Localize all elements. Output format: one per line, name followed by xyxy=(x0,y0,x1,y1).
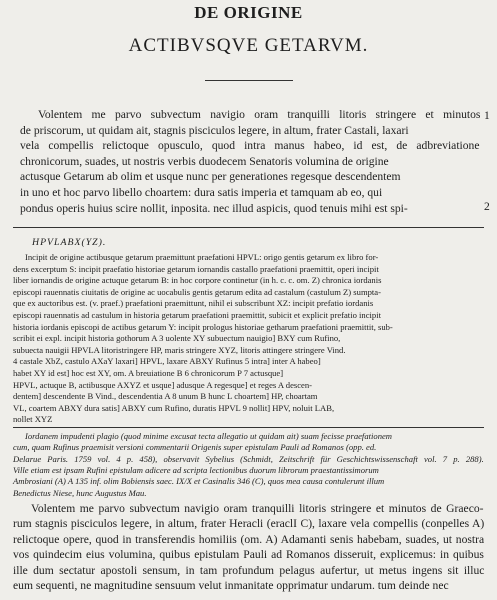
title-divider xyxy=(205,80,293,81)
footnote-line: cum, quam Rufinus praemisit versioni commentarii Origenis super epistulam Pauli ad Romanos (opp. ed. xyxy=(13,442,377,453)
rufinus-line: relictoque opere, quod in transferendis homiliis (om. A) Adamanti senis habebam, suades, ut nostra xyxy=(13,532,485,546)
footnote-line: Benedictus Niese, hunc Augustus Mau. xyxy=(13,487,147,498)
rufinus-line: vos quindecim eius volumina, quibus epistulam Pauli ad Romanos disseruit, explicemus: in quibus xyxy=(13,548,484,562)
apparatus-line: que ex auctoribus est. (v. praef.) praefationi praemittunt, nihil ei subscribunt XZ: incipit prefatio iordanis xyxy=(13,298,374,309)
text-line: Volentem me parvo subvectum navigio oram tranquilli litoris stringere et minutos xyxy=(38,108,481,121)
apparatus-line: liber iornandis de origine actuque getarum B: in hoc corpore continetur (in h. c. c. om. Z) chronica iordanis xyxy=(13,275,382,286)
text-line: de priscorum, ut quidam ait, stagnis pisciculos legere, in altum, frater Castali, laxari xyxy=(20,123,409,137)
footnote-line: Ville etiam est ipsam Rufini epistulam adicere ad scripta lectionibus duorum librorum praestantissimorum xyxy=(13,464,379,475)
apparatus-divider xyxy=(13,427,484,428)
title-line-1: DE ORIGINE xyxy=(194,3,303,22)
text-line: pondus operis huius scire nollit, inposita. nec illud aspicis, quod tenuis mihi est spi- xyxy=(20,201,408,215)
footnote-line: Ambrosiani (A) A 135 inf. olim Bobiensis saec. IX/X et Casinalis 346 (C), quos mea causa contulerunt illum xyxy=(13,476,385,487)
text-line: in uno et hoc parvo libello choartem: dura satis imperia et tamquam ab eo, qui xyxy=(20,186,383,199)
rufinus-line: eum sequenti, ne magnitudine sensuum velut inmanitate opprimatur undarum. tum deinde nec xyxy=(13,579,449,592)
apparatus-line: historia iordanis episcopi de actibus getarum Y: incipit prologus historiae getharum praefationi praemittit, sub- xyxy=(13,321,393,332)
rufinus-line: rum stagnis pisciculos legere, in altum, frater Heracli (eraclI C), laxare vela compellis (conpelles A) xyxy=(13,517,485,531)
rufinus-line: Volentem me parvo subvectum navigio oram tranquilli litoris stringere et minutos de Graeco- xyxy=(31,502,484,515)
apparatus-line: dentem] descendente B Vind., descendentia A 8 unum B hunc L choartem] HP, choartam xyxy=(13,391,318,402)
title-line-2: ACTIBVSQVE GETARVM. xyxy=(128,35,369,56)
text-line: chronicorum, suades, ut nostris verbis duodecem Senatoris volumina de origine xyxy=(20,154,389,168)
apparatus-line: HPVL, actuque B, actibusque AXYZ et usque] adusque A regesque] et reges A descen- xyxy=(13,379,313,390)
apparatus-line: habet XY id est] hoc est XY, om. A breuiatione B 6 chronicorum P 7 actusque] xyxy=(13,368,284,378)
apparatus-line: Incipit de origine actibusque getarum praemittunt praefationi HPVL: origo gentis getarum ex libro for- xyxy=(25,252,379,262)
apparatus-line: episcopi rauennatis ciuitatis de origine ac uocabulis gentis getarum edita ad castalum (castulum Z) sumpta- xyxy=(13,286,381,297)
footnote-line: Delarue Paris. 1759 vol. 4 p. 458), observavit Sybelius (Schmidt, Zeitschrift für Geschichtswissenschaft vol. 7 p. 288). xyxy=(13,453,484,464)
margin-number: 2 xyxy=(484,200,490,213)
apparatus-line: episcopi rauennatis ad castulum in historia getarum praefationi praemittit, subicit et explicit prefatio incipit xyxy=(13,310,381,320)
apparatus-line: 4 castale XbZ, castulo AXaY laxari] HPVL, laxare ABXY Rufinus 5 intra] inter A habeo] xyxy=(13,356,321,367)
footnote-line: Iordanem impudenti plagio (quod minime excusat tecta allegatio ut quidam ait) suam fecisse praefationem xyxy=(25,431,393,441)
sigla-line: HPVLABX(YZ). xyxy=(32,237,107,248)
text-line: actusque Getarum ab olim et usque nunc per generationes regesque descendentem xyxy=(20,170,401,184)
margin-number: 1 xyxy=(484,109,490,122)
apparatus-line: dens excerptum S: incipit praefatio historiae getarum iornandis castallo praefationi praemittit, operi incipit xyxy=(13,263,379,274)
rufinus-line: ille dum sectatur apostoli sensum, in tam profundum pelagus aufertur, ut metus ingens sit illuc xyxy=(13,563,485,577)
apparatus-line: VL, coartem ABXY dura satis] ABXY cum Rufino, duratis HPVL 9 nollit] HPV, noluit LAB, xyxy=(13,402,335,413)
apparatus-line: subuecta nauigii HPVLA litoristringere HP, maris stringere XYZ, litoris attingere stringere Vind. xyxy=(13,344,346,355)
text-divider xyxy=(13,227,484,228)
apparatus-line: scribit ei expl. incipit historia gothorum A 3 uolente XY subuectum nauigio] BXY cum Rufino, xyxy=(13,333,341,344)
apparatus-line: nollet XYZ xyxy=(13,414,53,425)
text-line: vela compellis relictoque opusculo, quod intra manus habeo, id est, de adbreviatione xyxy=(20,139,480,153)
